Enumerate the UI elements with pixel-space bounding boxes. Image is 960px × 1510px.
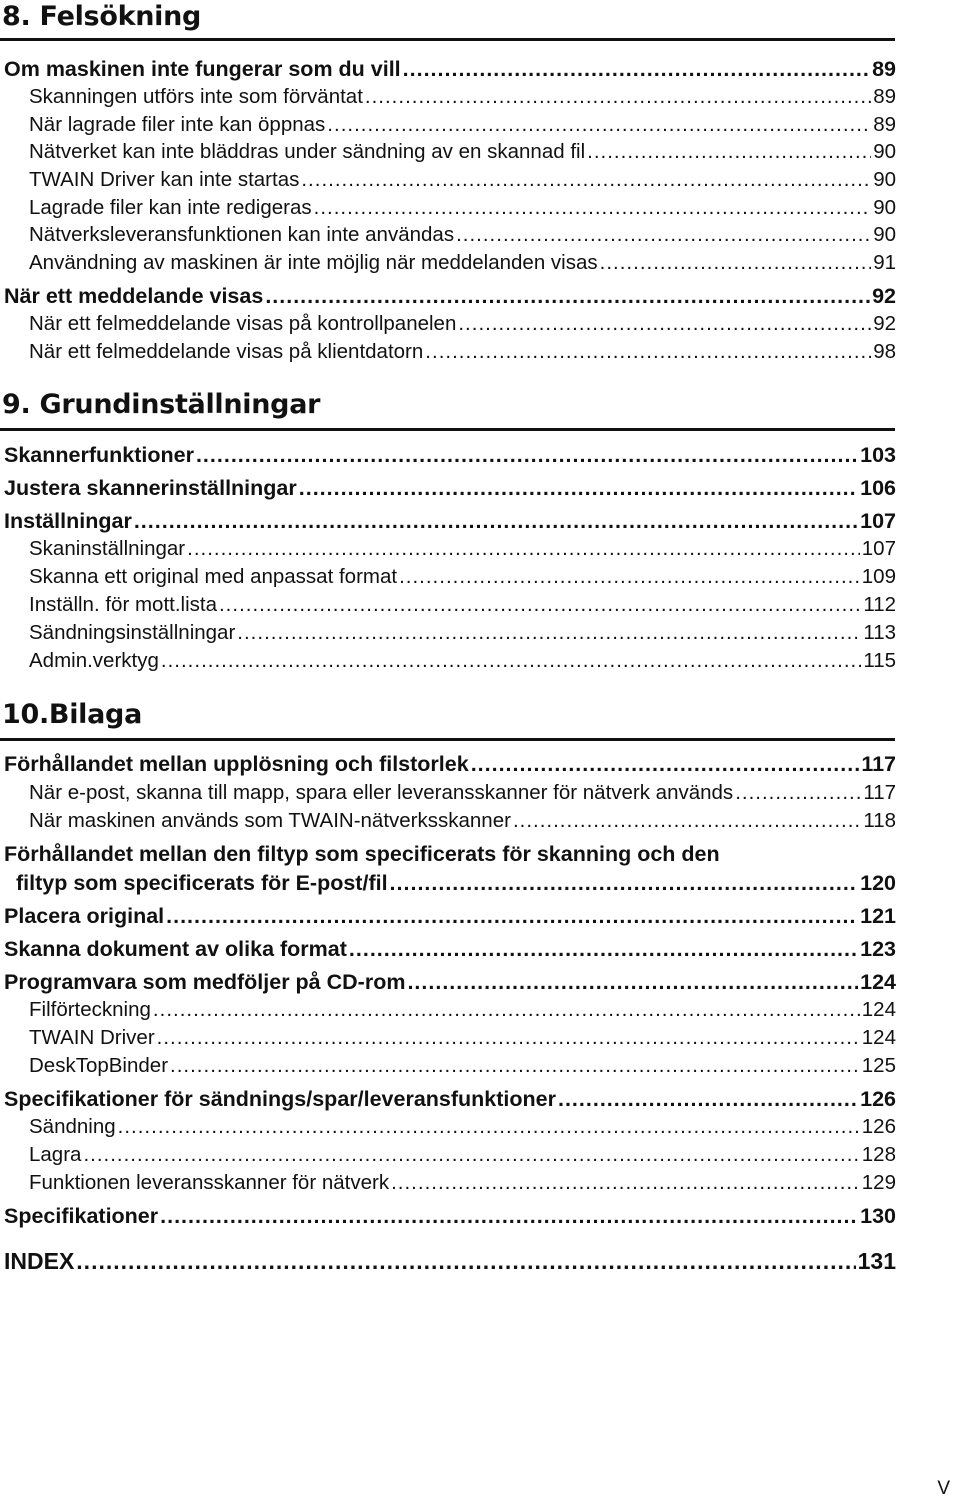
chapter-rule bbox=[0, 38, 895, 41]
page-number: V bbox=[937, 1478, 950, 1499]
toc-entry[interactable]: Lagra ..... 128 bbox=[29, 1142, 896, 1168]
toc-entry[interactable]: Funktionen leveransskanner för nätverk ..... 129 bbox=[29, 1170, 896, 1196]
toc-entry[interactable]: TWAIN Driver kan inte startas ..... 90 bbox=[29, 167, 896, 193]
toc-entry[interactable]: Filförteckning ..... 124 bbox=[29, 997, 896, 1023]
toc-entry[interactable]: TWAIN Driver ..... 124 bbox=[29, 1025, 896, 1051]
toc-entry[interactable]: Admin.verktyg ..... 115 bbox=[29, 648, 896, 674]
toc-entry[interactable]: Nätverket kan inte bläddras under sändning av en skannad fil ..... 90 bbox=[29, 139, 896, 165]
toc-entry[interactable]: Skannerfunktioner ..... 103 bbox=[4, 442, 896, 468]
toc-entry[interactable]: När e-post, skanna till mapp, spara eller leveransskanner för nätverk används ..... 117 bbox=[29, 780, 896, 806]
toc-entry[interactable]: Skanna ett original med anpassat format ..... 109 bbox=[29, 564, 896, 590]
toc-entry[interactable]: Förhållandet mellan upplösning och filstorlek ..... 117 bbox=[4, 751, 896, 777]
toc-entry[interactable]: Inställn. för mott.lista ..... 112 bbox=[29, 592, 896, 618]
toc-entry[interactable]: Inställningar ..... 107 bbox=[4, 508, 896, 534]
toc-entry[interactable]: Skanningen utförs inte som förväntat ..... 89 bbox=[29, 84, 896, 110]
chapter-title: 9. Grundinställningar bbox=[2, 389, 321, 420]
toc-entry[interactable]: Skaninställningar ..... 107 bbox=[29, 536, 896, 562]
toc-entry[interactable]: DeskTopBinder ..... 125 bbox=[29, 1053, 896, 1079]
toc-entry[interactable]: Sändningsinställningar ..... 113 bbox=[29, 620, 896, 646]
toc-entry-index[interactable]: INDEX ..... 131 bbox=[4, 1248, 896, 1274]
toc-entry[interactable]: Skanna dokument av olika format ..... 123 bbox=[4, 936, 896, 962]
toc-entry[interactable]: När ett meddelande visas ..... 92 bbox=[4, 283, 896, 309]
toc-entry[interactable]: Lagrade filer kan inte redigeras ..... 90 bbox=[29, 195, 896, 221]
chapter-title: 8. Felsökning bbox=[2, 1, 202, 32]
toc-entry[interactable]: Sändning ..... 126 bbox=[29, 1114, 896, 1140]
chapter-rule bbox=[0, 738, 895, 741]
toc-entry[interactable]: Nätverksleveransfunktionen kan inte användas ..... 90 bbox=[29, 222, 896, 248]
chapter-rule bbox=[0, 428, 895, 431]
toc-entry[interactable]: filtyp som specificerats för E-post/fil ..... 120 bbox=[16, 870, 896, 896]
toc-entry[interactable]: Användning av maskinen är inte möjlig när meddelanden visas ..... 91 bbox=[29, 250, 896, 276]
toc-entry[interactable]: Specifikationer för sändnings/spar/leveransfunktioner ..... 126 bbox=[4, 1086, 896, 1112]
toc-entry[interactable]: När lagrade filer inte kan öppnas ..... 89 bbox=[29, 112, 896, 138]
toc-entry[interactable]: Om maskinen inte fungerar som du vill ..... 89 bbox=[4, 56, 896, 82]
toc-entry[interactable]: Programvara som medföljer på CD-rom ..... 124 bbox=[4, 969, 896, 995]
toc-entry[interactable]: När maskinen används som TWAIN-nätverksskanner ..... 118 bbox=[29, 808, 896, 834]
toc-entry-first-line[interactable]: Förhållandet mellan den filtyp som specificerats för skanning och den bbox=[4, 842, 720, 866]
toc-entry[interactable]: När ett felmeddelande visas på kontrollpanelen ..... 92 bbox=[29, 311, 896, 337]
toc-entry[interactable]: När ett felmeddelande visas på klientdatorn ..... 98 bbox=[29, 339, 896, 365]
chapter-title: 10.Bilaga bbox=[2, 699, 142, 730]
toc-entry[interactable]: Specifikationer ..... 130 bbox=[4, 1203, 896, 1229]
toc-entry[interactable]: Justera skannerinställningar ..... 106 bbox=[4, 475, 896, 501]
toc-entry[interactable]: Placera original ..... 121 bbox=[4, 903, 896, 929]
